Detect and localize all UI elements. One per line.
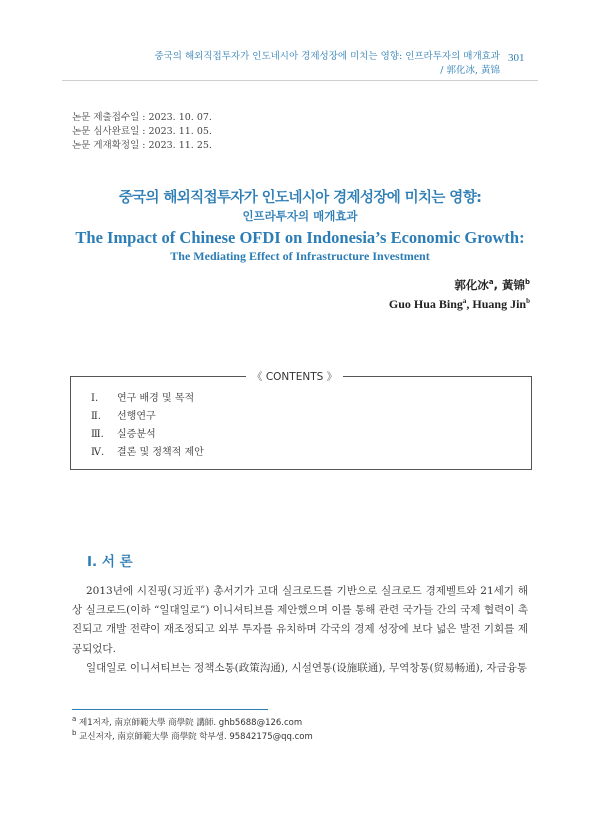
body-text [72, 582, 528, 678]
contents-list [91, 390, 204, 462]
subtitle-korean: 인프라투자의 매개효과 [242, 209, 358, 223]
author-1-native: 郭化冰 [454, 278, 489, 292]
contents-item-number: Ⅳ. [91, 447, 105, 458]
footnote-a [72, 716, 313, 730]
author-1-native-mark: a [488, 278, 494, 287]
header-divider [62, 80, 538, 81]
author-separator-english: , [466, 297, 473, 311]
contents-item-number: Ⅲ. [91, 429, 104, 440]
author-2-english: Huang Jin [472, 297, 527, 311]
section-heading: Ⅰ. 서 론 [87, 554, 133, 570]
footnote-b [72, 730, 313, 744]
date-reviewed: 논문 심사완료일 : 2023. 11. 05. [72, 126, 212, 137]
title-korean: 중국의 해외직접투자가 인도네시아 경제성장에 미치는 영향: [118, 190, 482, 206]
author-1-english-mark: a [462, 297, 467, 305]
contents-item-number: Ⅱ. [91, 411, 101, 422]
author-separator-native: , [493, 278, 502, 292]
contents-item [91, 390, 204, 408]
contents-item-label: 연구 배경 및 목적 [117, 393, 195, 404]
contents-item [91, 426, 204, 444]
page-number: 301 [508, 52, 525, 64]
running-head-title: 중국의 해외직접투자가 인도네시아 경제성장에 미치는 영향: 인프라투자의 매개효과 [154, 51, 500, 62]
title-english: The Impact of Chinese OFDI on Indonesia’s Economic Growth: [75, 228, 525, 247]
contents-item [91, 408, 204, 426]
footnote-a-text: 제1저자, 南京師範大學 商學院 講師. ghb5688@126.com [79, 718, 303, 728]
authors-native [454, 277, 530, 293]
subtitle-english: The Mediating Effect of Infrastructure Investment [170, 249, 430, 263]
contents-item-label: 실증분석 [117, 429, 156, 440]
authors-english [389, 297, 530, 312]
footnote-a-mark: a [72, 715, 77, 724]
footnote-divider [72, 709, 268, 710]
footnote-b-text: 교신저자, 南京師範大學 商學院 학부생. 95842175@qq.com [79, 732, 313, 742]
contents-item-label: 결론 및 정책적 제안 [117, 447, 204, 458]
author-1-english: Guo Hua Bing [388, 297, 463, 311]
body-paragraph: 일대일로 이니셔티브는 정책소통(政策沟通), 시설연통(设施联通), 무역창통(贸易畅通), 자금융통 [86, 661, 527, 674]
date-accepted: 논문 게재확정일 : 2023. 11. 25. [72, 140, 212, 151]
contents-item-number: Ⅰ. [91, 393, 99, 404]
contents-item [91, 444, 204, 462]
running-head [150, 50, 500, 78]
running-head-authors: / 郭化冰, 黃锦 [440, 65, 500, 76]
contents-item-label: 선행연구 [117, 411, 156, 422]
footnotes [72, 716, 313, 744]
body-paragraph: 2013년에 시진핑(习近平) 총서기가 고대 실크로드를 기반으로 실크로드 경제벨트와 21세기 해상 실크로드(이하 “일대일로”) 이니셔티브를 제안했으며 이를 통해 관련 국가들 간의 국제 협력이 촉진되고 개발 전략이 재조정되고 외부 투자를 유치하며 각국의 경제 성장에 보다 넓은 발전 기회를 제공되었다. [72, 585, 528, 655]
author-2-english-mark: b [526, 297, 530, 305]
author-2-native-mark: b [524, 278, 530, 287]
contents-title: 《 CONTENTS 》 [246, 369, 343, 384]
author-2-native: 黃锦 [501, 278, 525, 292]
footnote-b-mark: b [72, 729, 77, 738]
submission-dates [72, 111, 212, 153]
date-submitted: 논문 제출접수일 : 2023. 10. 07. [72, 112, 212, 123]
